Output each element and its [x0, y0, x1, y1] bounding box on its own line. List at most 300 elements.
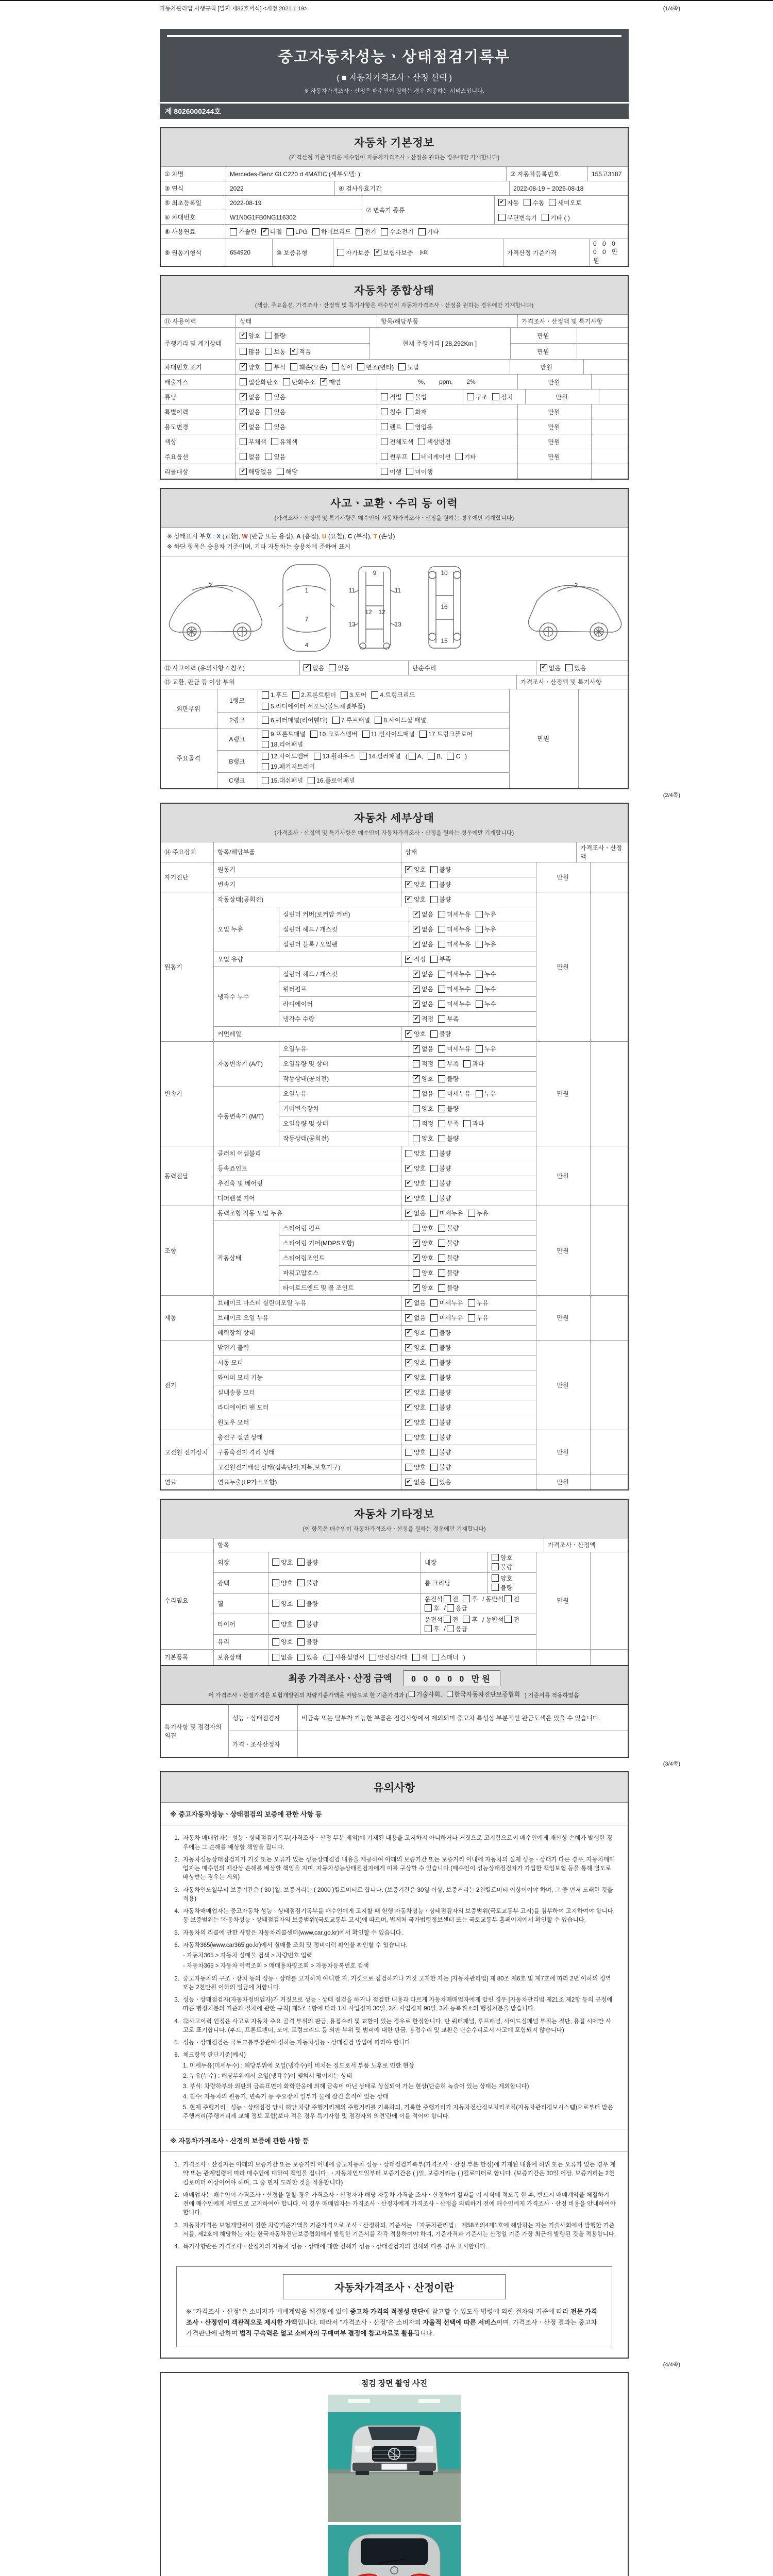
- checkbox-unchecked[interactable]: [542, 213, 570, 222]
- checkbox-checked[interactable]: [405, 880, 426, 889]
- checkbox-unchecked[interactable]: [418, 437, 450, 446]
- checkbox-unchecked[interactable]: [265, 422, 285, 431]
- checkbox-box[interactable]: ✔: [405, 1299, 412, 1307]
- checkbox-checked[interactable]: [405, 1298, 426, 1307]
- checkbox-unchecked[interactable]: [262, 762, 315, 771]
- checkbox-box[interactable]: [381, 438, 388, 445]
- checkbox-box[interactable]: ✔: [413, 1240, 420, 1247]
- checkbox-box[interactable]: [438, 1240, 445, 1247]
- checkbox-box[interactable]: [425, 1604, 432, 1612]
- checkbox-box[interactable]: [362, 731, 369, 738]
- checkbox-checked[interactable]: [304, 664, 324, 672]
- checkbox-unchecked[interactable]: [476, 1044, 496, 1053]
- checkbox-unchecked[interactable]: [498, 213, 537, 222]
- checkbox-box[interactable]: [297, 1600, 305, 1607]
- checkbox-box[interactable]: [447, 1691, 453, 1697]
- checkbox-unchecked[interactable]: [405, 1433, 426, 1442]
- checkbox-box[interactable]: [312, 228, 320, 235]
- checkbox-unchecked[interactable]: [413, 1089, 433, 1098]
- checkbox-box[interactable]: [438, 1105, 445, 1112]
- checkbox-box[interactable]: ✔: [240, 423, 247, 430]
- checkbox-unchecked[interactable]: [405, 1448, 426, 1456]
- checkbox-unchecked[interactable]: [265, 393, 285, 401]
- checkbox-checked[interactable]: [413, 1253, 433, 1262]
- checkbox-box[interactable]: [326, 1654, 333, 1661]
- checkbox-box[interactable]: [413, 1225, 420, 1232]
- checkbox-box[interactable]: [413, 1090, 420, 1097]
- checkbox-unchecked[interactable]: [371, 690, 415, 699]
- checkbox-box[interactable]: [381, 228, 388, 235]
- checkbox-box[interactable]: [262, 753, 269, 760]
- checkbox-unchecked[interactable]: [262, 716, 328, 724]
- checkbox-box[interactable]: ✔: [405, 1419, 412, 1426]
- checkbox-box[interactable]: ✔: [405, 1404, 412, 1411]
- checkbox-unchecked[interactable]: [409, 753, 423, 760]
- checkbox-checked[interactable]: [413, 910, 433, 919]
- checkbox-box[interactable]: [430, 956, 438, 963]
- checkbox-box[interactable]: [430, 1404, 438, 1411]
- checkbox-box[interactable]: [398, 363, 406, 370]
- checkbox-unchecked[interactable]: [447, 1690, 520, 1699]
- checkbox-unchecked[interactable]: [409, 1690, 442, 1699]
- checkbox-unchecked[interactable]: [476, 940, 496, 948]
- checkbox-box[interactable]: [430, 1479, 438, 1486]
- checkbox-unchecked[interactable]: [430, 955, 451, 963]
- checkbox-box[interactable]: [438, 911, 445, 918]
- checkbox-box[interactable]: [406, 408, 413, 415]
- checkbox-checked[interactable]: [405, 1029, 426, 1038]
- checkbox-box[interactable]: [438, 941, 445, 948]
- checkbox-checked[interactable]: [405, 1418, 426, 1427]
- checkbox-box[interactable]: [265, 453, 272, 460]
- checkbox-unchecked[interactable]: [438, 1014, 459, 1023]
- checkbox-box[interactable]: ✔: [413, 971, 420, 978]
- checkbox-box[interactable]: [290, 363, 297, 370]
- checkbox-unchecked[interactable]: [438, 1268, 459, 1277]
- checkbox-box[interactable]: [476, 911, 483, 918]
- checkbox-box[interactable]: [468, 1299, 475, 1307]
- checkbox-box[interactable]: [430, 1389, 438, 1396]
- checkbox-box[interactable]: [413, 1060, 420, 1067]
- checkbox-unchecked[interactable]: [432, 1653, 459, 1662]
- checkbox-unchecked[interactable]: [430, 1164, 451, 1173]
- checkbox-checked[interactable]: [405, 1403, 426, 1412]
- checkbox-checked[interactable]: [405, 1328, 426, 1337]
- checkbox-box[interactable]: ✔: [405, 956, 412, 963]
- checkbox-box[interactable]: ✔: [405, 881, 412, 888]
- checkbox-unchecked[interactable]: [240, 347, 260, 356]
- checkbox-unchecked[interactable]: [438, 1224, 459, 1232]
- checkbox-box[interactable]: [542, 214, 549, 221]
- checkbox-checked[interactable]: [413, 970, 433, 978]
- checkbox-unchecked[interactable]: [381, 467, 401, 476]
- checkbox-box[interactable]: [447, 1604, 454, 1612]
- checkbox-box[interactable]: ✔: [405, 1180, 412, 1187]
- checkbox-checked[interactable]: [240, 331, 260, 340]
- checkbox-box[interactable]: ✔: [413, 986, 420, 993]
- checkbox-unchecked[interactable]: [272, 1558, 293, 1567]
- checkbox-unchecked[interactable]: [456, 452, 476, 461]
- checkbox-unchecked[interactable]: [447, 1624, 467, 1633]
- checkbox-unchecked[interactable]: [430, 1463, 451, 1471]
- checkbox-box[interactable]: [262, 703, 269, 710]
- checkbox-box[interactable]: [272, 1620, 279, 1628]
- checkbox-unchecked[interactable]: [492, 1553, 512, 1562]
- checkbox-box[interactable]: [476, 971, 483, 978]
- checkbox-unchecked[interactable]: [492, 1563, 512, 1571]
- checkbox-box[interactable]: ✔: [405, 866, 412, 873]
- checkbox-unchecked[interactable]: [444, 1595, 459, 1603]
- checkbox-box[interactable]: [430, 1210, 438, 1217]
- checkbox-unchecked[interactable]: [292, 690, 336, 699]
- checkbox-unchecked[interactable]: [405, 1149, 426, 1158]
- checkbox-box[interactable]: ✔: [374, 249, 381, 256]
- checkbox-box[interactable]: [419, 731, 427, 738]
- checkbox-unchecked[interactable]: [463, 1119, 484, 1128]
- checkbox-unchecked[interactable]: [230, 227, 257, 236]
- checkbox-unchecked[interactable]: [332, 363, 352, 371]
- checkbox-box[interactable]: [406, 423, 413, 430]
- checkbox-unchecked[interactable]: [430, 1388, 451, 1397]
- checkbox-unchecked[interactable]: [262, 740, 303, 749]
- checkbox-box[interactable]: [406, 393, 413, 400]
- checkbox-box[interactable]: ✔: [405, 1374, 412, 1381]
- checkbox-checked[interactable]: [261, 227, 282, 236]
- checkbox-checked[interactable]: [240, 422, 260, 431]
- checkbox-unchecked[interactable]: [332, 716, 370, 724]
- checkbox-box[interactable]: [492, 1563, 499, 1570]
- checkbox-unchecked[interactable]: [297, 1558, 318, 1567]
- checkbox-unchecked[interactable]: [290, 363, 327, 371]
- checkbox-unchecked[interactable]: [438, 1239, 459, 1247]
- checkbox-box[interactable]: ✔: [304, 664, 311, 671]
- checkbox-box[interactable]: [456, 453, 463, 460]
- checkbox-box[interactable]: [418, 438, 425, 445]
- checkbox-box[interactable]: [332, 363, 339, 370]
- checkbox-box[interactable]: [476, 986, 483, 993]
- checkbox-box[interactable]: [262, 717, 269, 724]
- checkbox-box[interactable]: [332, 717, 340, 724]
- checkbox-box[interactable]: ✔: [498, 199, 506, 206]
- checkbox-unchecked[interactable]: [492, 393, 513, 401]
- checkbox-checked[interactable]: [413, 925, 433, 934]
- checkbox-unchecked[interactable]: [492, 1574, 512, 1583]
- checkbox-checked[interactable]: [413, 940, 433, 948]
- checkbox-box[interactable]: [430, 1030, 438, 1038]
- checkbox-box[interactable]: [341, 691, 348, 699]
- checkbox-unchecked[interactable]: [467, 393, 488, 401]
- checkbox-unchecked[interactable]: [430, 1358, 451, 1367]
- checkbox-box[interactable]: [430, 1329, 438, 1336]
- checkbox-unchecked[interactable]: [413, 1224, 433, 1232]
- checkbox-box[interactable]: [297, 1579, 305, 1586]
- checkbox-unchecked[interactable]: [357, 363, 394, 371]
- checkbox-unchecked[interactable]: [406, 422, 433, 431]
- checkbox-unchecked[interactable]: [262, 730, 306, 738]
- checkbox-box[interactable]: [265, 348, 272, 355]
- checkbox-checked[interactable]: [405, 1194, 426, 1202]
- checkbox-box[interactable]: [430, 1434, 438, 1441]
- checkbox-box[interactable]: ✔: [240, 468, 247, 475]
- checkbox-unchecked[interactable]: [314, 752, 355, 760]
- checkbox-box[interactable]: [406, 468, 413, 475]
- checkbox-box[interactable]: [438, 986, 445, 993]
- checkbox-unchecked[interactable]: [277, 467, 297, 476]
- checkbox-box[interactable]: [438, 1045, 445, 1053]
- checkbox-box[interactable]: [430, 881, 438, 888]
- checkbox-unchecked[interactable]: [356, 227, 376, 236]
- checkbox-box[interactable]: [430, 1449, 438, 1456]
- checkbox-box[interactable]: [409, 1691, 415, 1697]
- checkbox-unchecked[interactable]: [413, 1268, 433, 1277]
- checkbox-checked[interactable]: [498, 198, 519, 207]
- checkbox-checked[interactable]: [413, 1283, 433, 1292]
- checkbox-box[interactable]: [428, 753, 435, 760]
- checkbox-unchecked[interactable]: [297, 1579, 318, 1587]
- checkbox-checked[interactable]: [405, 1358, 426, 1367]
- checkbox-box[interactable]: [412, 453, 419, 460]
- checkbox-checked[interactable]: [405, 1179, 426, 1188]
- checkbox-box[interactable]: [549, 199, 556, 206]
- checkbox-unchecked[interactable]: [406, 393, 427, 401]
- checkbox-checked[interactable]: [405, 895, 426, 904]
- checkbox-box[interactable]: [505, 1595, 512, 1602]
- checkbox-unchecked[interactable]: [262, 702, 365, 710]
- checkbox-unchecked[interactable]: [463, 1059, 484, 1068]
- checkbox-box[interactable]: [463, 1595, 470, 1602]
- checkbox-unchecked[interactable]: [271, 437, 298, 446]
- checkbox-unchecked[interactable]: [438, 1104, 459, 1113]
- checkbox-unchecked[interactable]: [438, 1074, 459, 1083]
- checkbox-unchecked[interactable]: [362, 730, 415, 738]
- checkbox-unchecked[interactable]: [430, 1328, 451, 1337]
- checkbox-unchecked[interactable]: [430, 1029, 451, 1038]
- checkbox-box[interactable]: ✔: [405, 1314, 412, 1321]
- checkbox-unchecked[interactable]: [438, 1089, 470, 1098]
- checkbox-box[interactable]: [292, 691, 299, 699]
- checkbox-box[interactable]: ✔: [240, 408, 247, 415]
- checkbox-box[interactable]: ✔: [413, 1075, 420, 1082]
- checkbox-unchecked[interactable]: [262, 776, 303, 785]
- checkbox-unchecked[interactable]: [283, 378, 315, 386]
- checkbox-box[interactable]: [265, 363, 272, 370]
- checkbox-box[interactable]: ✔: [320, 378, 327, 385]
- checkbox-box[interactable]: [468, 1314, 475, 1321]
- checkbox-unchecked[interactable]: [430, 1298, 463, 1307]
- checkbox-unchecked[interactable]: [240, 378, 278, 386]
- checkbox-box[interactable]: [418, 228, 426, 235]
- checkbox-unchecked[interactable]: [413, 1134, 433, 1143]
- checkbox-box[interactable]: [272, 1558, 279, 1566]
- checkbox-box[interactable]: [476, 941, 483, 948]
- checkbox-unchecked[interactable]: [297, 1599, 318, 1608]
- checkbox-unchecked[interactable]: [240, 452, 260, 461]
- checkbox-box[interactable]: ✔: [413, 1284, 420, 1292]
- checkbox-checked[interactable]: [413, 1239, 433, 1247]
- checkbox-box[interactable]: [356, 228, 363, 235]
- checkbox-unchecked[interactable]: [447, 1604, 467, 1613]
- checkbox-box[interactable]: ✔: [540, 664, 547, 671]
- checkbox-box[interactable]: ✔: [413, 1045, 420, 1053]
- checkbox-box[interactable]: [297, 1558, 305, 1566]
- checkbox-box[interactable]: [447, 753, 454, 760]
- checkbox-checked[interactable]: [405, 1478, 426, 1486]
- checkbox-checked[interactable]: [320, 378, 341, 386]
- checkbox-box[interactable]: ✔: [405, 1389, 412, 1396]
- checkbox-box[interactable]: [272, 1579, 279, 1586]
- checkbox-box[interactable]: [476, 926, 483, 933]
- checkbox-unchecked[interactable]: [430, 1343, 451, 1352]
- checkbox-box[interactable]: [447, 1625, 454, 1632]
- checkbox-unchecked[interactable]: [463, 1595, 478, 1603]
- checkbox-unchecked[interactable]: [265, 363, 285, 371]
- checkbox-box[interactable]: [240, 378, 247, 385]
- checkbox-unchecked[interactable]: [476, 985, 496, 993]
- checkbox-box[interactable]: [438, 1120, 445, 1127]
- checkbox-box[interactable]: [430, 866, 438, 873]
- checkbox-unchecked[interactable]: [360, 752, 401, 760]
- checkbox-box[interactable]: [430, 1180, 438, 1187]
- checkbox-box[interactable]: ✔: [240, 363, 247, 370]
- checkbox-checked[interactable]: [413, 999, 433, 1008]
- checkbox-unchecked[interactable]: [444, 1615, 459, 1624]
- checkbox-unchecked[interactable]: [476, 1089, 496, 1098]
- checkbox-box[interactable]: [405, 1449, 412, 1456]
- checkbox-unchecked[interactable]: [476, 910, 496, 919]
- checkbox-unchecked[interactable]: [272, 1599, 293, 1608]
- checkbox-unchecked[interactable]: [398, 363, 419, 371]
- checkbox-unchecked[interactable]: [326, 1653, 364, 1662]
- checkbox-checked[interactable]: [413, 1074, 433, 1083]
- checkbox-box[interactable]: [405, 1150, 412, 1157]
- checkbox-unchecked[interactable]: [430, 865, 451, 874]
- checkbox-unchecked[interactable]: [438, 1119, 459, 1128]
- checkbox-box[interactable]: [230, 228, 237, 235]
- checkbox-box[interactable]: [297, 1620, 305, 1628]
- checkbox-unchecked[interactable]: [425, 1624, 440, 1633]
- checkbox-unchecked[interactable]: [430, 1433, 451, 1442]
- checkbox-box[interactable]: ✔: [405, 1165, 412, 1172]
- checkbox-unchecked[interactable]: [468, 1298, 489, 1307]
- checkbox-box[interactable]: [430, 1314, 438, 1321]
- checkbox-box[interactable]: [438, 1284, 445, 1292]
- checkbox-box[interactable]: ✔: [413, 911, 420, 918]
- checkbox-box[interactable]: [438, 971, 445, 978]
- checkbox-unchecked[interactable]: [406, 408, 427, 416]
- checkbox-box[interactable]: [381, 423, 388, 430]
- checkbox-unchecked[interactable]: [430, 1418, 451, 1427]
- checkbox-unchecked[interactable]: [272, 1637, 293, 1646]
- checkbox-box[interactable]: [375, 717, 382, 724]
- checkbox-unchecked[interactable]: [468, 1209, 489, 1217]
- checkbox-box[interactable]: [262, 741, 269, 748]
- checkbox-unchecked[interactable]: [413, 1059, 433, 1068]
- checkbox-unchecked[interactable]: [413, 1119, 433, 1128]
- checkbox-box[interactable]: [277, 468, 284, 475]
- checkbox-unchecked[interactable]: [476, 970, 496, 978]
- checkbox-unchecked[interactable]: [381, 422, 401, 431]
- checkbox-box[interactable]: [405, 1434, 412, 1441]
- checkbox-checked[interactable]: [240, 393, 260, 401]
- checkbox-box[interactable]: [430, 1299, 438, 1307]
- checkbox-box[interactable]: [430, 1150, 438, 1157]
- checkbox-unchecked[interactable]: [438, 1253, 459, 1262]
- checkbox-box[interactable]: ✔: [405, 1479, 412, 1486]
- checkbox-unchecked[interactable]: [272, 1579, 293, 1587]
- checkbox-unchecked[interactable]: [438, 985, 470, 993]
- checkbox-box[interactable]: [381, 453, 388, 460]
- checkbox-box[interactable]: [265, 423, 272, 430]
- checkbox-box[interactable]: [314, 753, 321, 760]
- checkbox-box[interactable]: [438, 1269, 445, 1277]
- checkbox-checked[interactable]: [240, 363, 260, 371]
- checkbox-box[interactable]: [262, 691, 269, 699]
- checkbox-box[interactable]: [412, 1654, 419, 1661]
- checkbox-unchecked[interactable]: [447, 753, 460, 760]
- checkbox-box[interactable]: ✔: [290, 348, 297, 355]
- checkbox-box[interactable]: [492, 393, 499, 400]
- checkbox-unchecked[interactable]: [381, 452, 408, 461]
- checkbox-unchecked[interactable]: [430, 1209, 463, 1217]
- checkbox-box[interactable]: [287, 228, 294, 235]
- checkbox-checked[interactable]: [540, 664, 561, 672]
- checkbox-box[interactable]: [262, 777, 269, 784]
- checkbox-checked[interactable]: [405, 1313, 426, 1322]
- checkbox-box[interactable]: ✔: [405, 896, 412, 903]
- checkbox-box[interactable]: [271, 438, 278, 445]
- checkbox-box[interactable]: [381, 468, 388, 475]
- checkbox-box[interactable]: ✔: [413, 941, 420, 948]
- checkbox-box[interactable]: [476, 1045, 483, 1053]
- checkbox-unchecked[interactable]: [425, 1604, 440, 1613]
- checkbox-unchecked[interactable]: [297, 1653, 318, 1662]
- checkbox-box[interactable]: ✔: [240, 332, 247, 339]
- checkbox-box[interactable]: [430, 1165, 438, 1172]
- checkbox-unchecked[interactable]: [438, 999, 470, 1008]
- checkbox-box[interactable]: [430, 1374, 438, 1381]
- checkbox-unchecked[interactable]: [430, 1194, 451, 1202]
- checkbox-unchecked[interactable]: [468, 1313, 489, 1322]
- checkbox-box[interactable]: ✔: [413, 1001, 420, 1008]
- checkbox-box[interactable]: [265, 393, 272, 400]
- checkbox-box[interactable]: [438, 1225, 445, 1232]
- checkbox-unchecked[interactable]: [430, 880, 451, 889]
- checkbox-box[interactable]: [381, 408, 388, 415]
- checkbox-unchecked[interactable]: [297, 1620, 318, 1629]
- checkbox-unchecked[interactable]: [430, 1373, 451, 1382]
- checkbox-checked[interactable]: [413, 1044, 433, 1053]
- checkbox-unchecked[interactable]: [406, 467, 433, 476]
- checkbox-box[interactable]: [308, 777, 315, 784]
- checkbox-box[interactable]: [492, 1584, 499, 1591]
- checkbox-box[interactable]: [283, 378, 290, 385]
- checkbox-box[interactable]: ✔: [413, 1255, 420, 1262]
- checkbox-checked[interactable]: [405, 1164, 426, 1173]
- checkbox-unchecked[interactable]: [430, 1403, 451, 1412]
- checkbox-box[interactable]: ✔: [240, 393, 247, 400]
- checkbox-unchecked[interactable]: [272, 1620, 293, 1629]
- checkbox-unchecked[interactable]: [265, 408, 285, 416]
- checkbox-unchecked[interactable]: [430, 1149, 451, 1158]
- checkbox-unchecked[interactable]: [413, 1104, 433, 1113]
- checkbox-unchecked[interactable]: [438, 1059, 459, 1068]
- checkbox-box[interactable]: [413, 1269, 420, 1277]
- checkbox-unchecked[interactable]: [438, 1283, 459, 1292]
- checkbox-checked[interactable]: [413, 1014, 433, 1023]
- checkbox-box[interactable]: ✔: [413, 926, 420, 933]
- checkbox-unchecked[interactable]: [265, 347, 285, 356]
- checkbox-unchecked[interactable]: [438, 1044, 470, 1053]
